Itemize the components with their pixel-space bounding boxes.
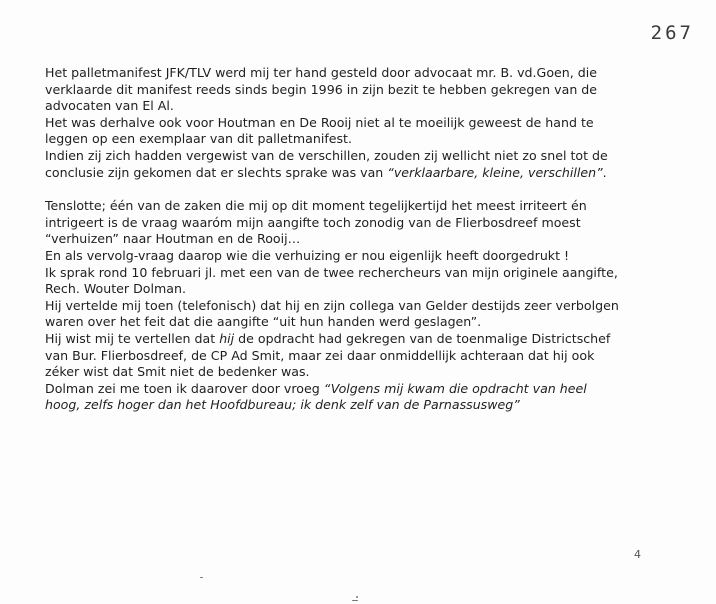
text-line: waren over het feit dat die aangifte “uit hun handen werd geslagen”. xyxy=(45,314,482,330)
italic-quote: hoog, zelfs hoger dan het Hoofdbureau; ik denk zelf van de Parnassusweg” xyxy=(45,397,520,413)
text-line: Tenslotte; één van de zaken die mij op dit moment tegelijkertijd het meest irriteert én xyxy=(45,198,587,214)
italic-quote: “verklaarbare, kleine, verschillen” xyxy=(387,164,603,180)
text-line: verklaarde dit manifest reeds sinds begin 1996 in zijn bezit te hebben gekregen van de xyxy=(45,81,598,97)
text-segment: Dolman zei me toen ik daarover door vroeg xyxy=(45,380,324,396)
italic-quote: “Volgens mij kwam die opdracht van heel xyxy=(323,380,587,396)
text-segment: conclusie zijn gekomen dat er slechts sprake was van xyxy=(45,164,388,180)
text-line: Het palletmanifest JFK/TLV werd mij ter hand gesteld door advocaat mr. B. vd.Goen, die xyxy=(45,65,597,80)
text-line xyxy=(45,165,685,182)
italic-emphasis: hij xyxy=(219,330,235,346)
text-line: leggen op een exemplaar van dit palletmanifest. xyxy=(45,131,353,147)
text-line: Ik sprak rond 10 februari jl. met een van de twee rechercheurs van mijn originele aangifte, xyxy=(45,264,618,280)
text-line: intrigeert is de vraag waaróm mijn aangifte toch zonodig van de Flierbosdreef moest xyxy=(45,214,581,230)
text-line: van Bur. Flierbosdreef, de CP Ad Smit, maar zei daar onmiddellijk achteraan dat hij ook xyxy=(45,347,595,363)
text-line: Het was derhalve ook voor Houtman en De Rooij niet al te moeilijk geweest de hand te xyxy=(45,114,594,130)
text-line: advocaten van El Al. xyxy=(45,98,174,114)
text-segment: de opdracht had gekregen van de toenmalige Districtschef xyxy=(234,330,611,346)
text-line: Rech. Wouter Dolman. xyxy=(45,281,186,297)
text-line: Indien zij zich hadden vergewist van de verschillen, zouden zij wellicht niet zo snel tot de xyxy=(45,147,608,163)
text-line xyxy=(45,381,685,398)
text-segment: . xyxy=(602,164,607,180)
scan-speck xyxy=(356,596,358,598)
text-line xyxy=(45,331,685,348)
paragraph-tenslotte xyxy=(45,198,685,414)
text-line: “verhuizen” naar Houtman en de Rooij… xyxy=(45,231,301,247)
text-segment: Hij wist mij te vertellen dat xyxy=(45,330,220,346)
paragraph-spacer xyxy=(45,181,685,198)
document-body xyxy=(45,65,685,414)
text-line: Hij vertelde mij toen (telefonisch) dat hij en zijn collega van Gelder destijds zeer verbolgen xyxy=(45,297,619,313)
text-line xyxy=(45,397,685,414)
text-line: zéker wist dat Smit niet de bedenker was. xyxy=(45,364,310,380)
footnote-mark: 4 xyxy=(634,548,641,561)
scan-speck xyxy=(352,600,358,601)
paragraph-palletmanifest xyxy=(45,65,685,181)
scan-speck xyxy=(200,577,203,578)
page-number: 267 xyxy=(650,22,694,44)
text-line: En als vervolg-vraag daarop wie die verhuizing er nou eigenlijk heeft doorgedrukt ! xyxy=(45,247,570,263)
